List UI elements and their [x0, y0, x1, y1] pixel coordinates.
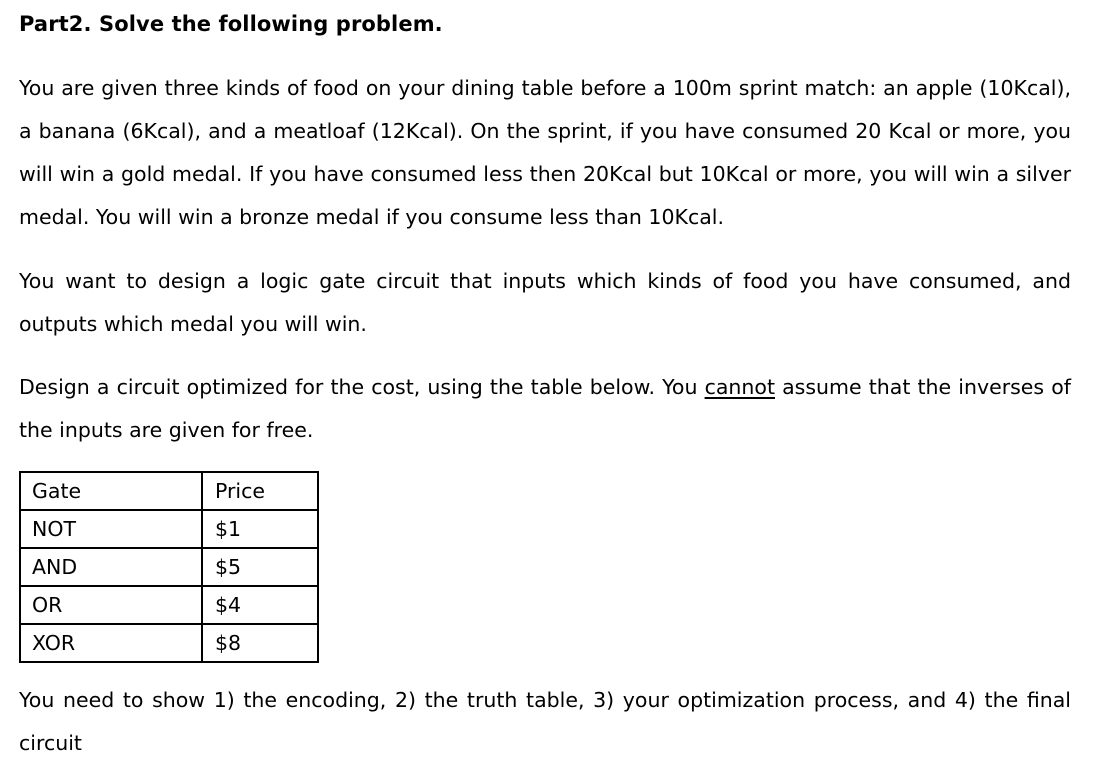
- gate-cell: XOR: [20, 624, 202, 662]
- gate-price-table: [19, 471, 319, 663]
- table-header-row: [20, 472, 318, 510]
- price-cell: $5: [202, 548, 318, 586]
- table-row: [20, 510, 318, 548]
- table-row: [20, 624, 318, 662]
- cannot-emphasis: cannot: [704, 375, 775, 399]
- price-cell: $1: [202, 510, 318, 548]
- gate-cell: OR: [20, 586, 202, 624]
- problem-description-paragraph: You are given three kinds of food on your dining table before a 100m sprint match: an apple (10Kcal), a banana (6Kcal), and a meatloaf (12Kcal). On the sprint, if you have consumed 20 Kcal or more, you will win a gold medal. If you have consumed less then 20Kcal but 10Kcal or more, you will win a silver medal. You will win a bronze medal if you consume less than 10Kcal.: [19, 76, 1071, 229]
- circuit-goal-paragraph: You want to design a logic gate circuit that inputs which kinds of food you have consumed, and outputs which medal you will win.: [19, 269, 1071, 336]
- header-gate-cell: Gate: [20, 472, 202, 510]
- header-price-cell: Price: [202, 472, 318, 510]
- deliverables-paragraph: You need to show 1) the encoding, 2) the truth table, 3) your optimization process, and 4) the final circuit: [19, 688, 1071, 755]
- price-cell: $8: [202, 624, 318, 662]
- price-cell: $4: [202, 586, 318, 624]
- cost-instruction-text-start: Design a circuit optimized for the cost, using the table below. You: [19, 375, 705, 399]
- gate-cell: NOT: [20, 510, 202, 548]
- gate-cell: AND: [20, 548, 202, 586]
- table-row: [20, 586, 318, 624]
- cost-instruction-text-end: assume that the inverses of the inputs are given for free.: [19, 375, 1071, 442]
- cost-instruction-paragraph: [19, 366, 1071, 452]
- problem-heading: Part2. Solve the following problem.: [19, 12, 443, 36]
- table-row: [20, 548, 318, 586]
